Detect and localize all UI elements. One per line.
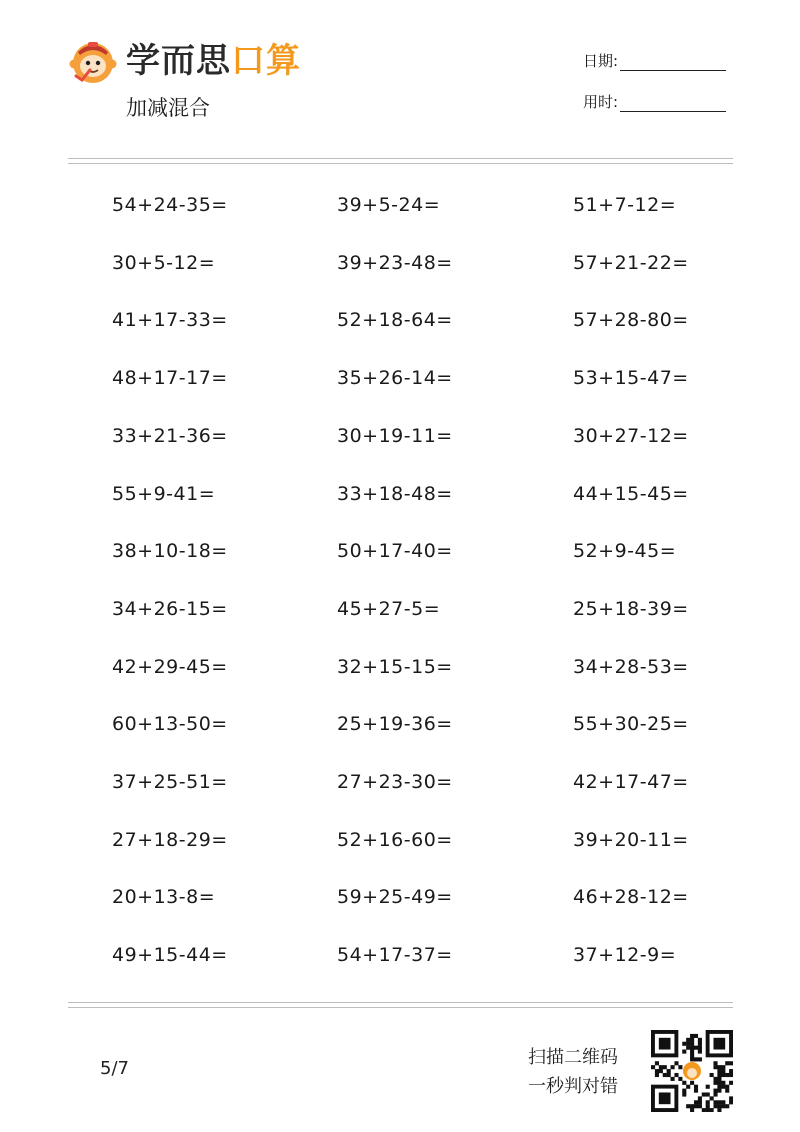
problem-item: 57+28-80= bbox=[573, 309, 689, 331]
problem-item: 37+12-9= bbox=[573, 944, 677, 966]
problem-item: 25+19-36= bbox=[337, 713, 453, 735]
problem-item: 60+13-50= bbox=[112, 713, 228, 735]
problem-item: 59+25-49= bbox=[337, 886, 453, 908]
scan-line-2: 一秒判对错 bbox=[528, 1076, 618, 1097]
problem-item: 20+13-8= bbox=[112, 886, 216, 908]
top-divider bbox=[68, 158, 733, 159]
problem-item: 39+5-24= bbox=[337, 194, 441, 216]
problem-item: 32+15-15= bbox=[337, 656, 453, 678]
time-field[interactable] bbox=[583, 91, 726, 112]
time-blank[interactable] bbox=[620, 95, 726, 112]
problem-item: 53+15-47= bbox=[573, 367, 689, 389]
problem-item: 45+27-5= bbox=[337, 598, 441, 620]
brand-logo bbox=[68, 36, 301, 86]
problem-item: 41+17-33= bbox=[112, 309, 228, 331]
problem-item: 35+26-14= bbox=[337, 367, 453, 389]
problem-item: 50+17-40= bbox=[337, 540, 453, 562]
problem-item: 44+15-45= bbox=[573, 483, 689, 505]
problem-item: 54+17-37= bbox=[337, 944, 453, 966]
problem-item: 52+9-45= bbox=[573, 540, 677, 562]
problem-item: 37+25-51= bbox=[112, 771, 228, 793]
brand-accent: 口算 bbox=[231, 41, 301, 81]
problem-item: 52+16-60= bbox=[337, 829, 453, 851]
date-blank[interactable] bbox=[620, 54, 726, 71]
problem-item: 30+5-12= bbox=[112, 252, 216, 274]
problem-item: 55+9-41= bbox=[112, 483, 216, 505]
qr-code-icon[interactable] bbox=[651, 1030, 733, 1112]
problem-item: 25+18-39= bbox=[573, 598, 689, 620]
problem-item: 30+27-12= bbox=[573, 425, 689, 447]
problem-item: 39+23-48= bbox=[337, 252, 453, 274]
brand-main: 学而思 bbox=[126, 41, 231, 81]
problem-item: 33+21-36= bbox=[112, 425, 228, 447]
problem-item: 34+26-15= bbox=[112, 598, 228, 620]
problem-item: 55+30-25= bbox=[573, 713, 689, 735]
page-number: 5/7 bbox=[100, 1058, 129, 1079]
date-label: 日期: bbox=[583, 52, 619, 70]
problem-item: 52+18-64= bbox=[337, 309, 453, 331]
problem-item: 30+19-11= bbox=[337, 425, 453, 447]
problem-item: 38+10-18= bbox=[112, 540, 228, 562]
problem-item: 48+17-17= bbox=[112, 367, 228, 389]
top-divider-inner bbox=[68, 163, 733, 164]
scan-line-1: 扫描二维码 bbox=[528, 1047, 618, 1068]
time-label: 用时: bbox=[583, 93, 619, 111]
problem-item: 42+29-45= bbox=[112, 656, 228, 678]
problem-item: 34+28-53= bbox=[573, 656, 689, 678]
problem-item: 54+24-35= bbox=[112, 194, 228, 216]
brand-name bbox=[126, 36, 301, 86]
problem-item: 39+20-11= bbox=[573, 829, 689, 851]
problem-item: 57+21-22= bbox=[573, 252, 689, 274]
date-field[interactable] bbox=[583, 50, 726, 71]
problem-item: 33+18-48= bbox=[337, 483, 453, 505]
monkey-mascot-icon bbox=[68, 36, 118, 86]
problem-item: 42+17-47= bbox=[573, 771, 689, 793]
problem-item: 51+7-12= bbox=[573, 194, 677, 216]
worksheet-subtitle: 加减混合 bbox=[126, 96, 210, 120]
scan-instructions bbox=[528, 1043, 618, 1101]
problem-item: 49+15-44= bbox=[112, 944, 228, 966]
problem-item: 27+23-30= bbox=[337, 771, 453, 793]
bottom-divider bbox=[68, 1002, 733, 1003]
problem-item: 27+18-29= bbox=[112, 829, 228, 851]
problem-item: 46+28-12= bbox=[573, 886, 689, 908]
bottom-divider-inner bbox=[68, 1007, 733, 1008]
